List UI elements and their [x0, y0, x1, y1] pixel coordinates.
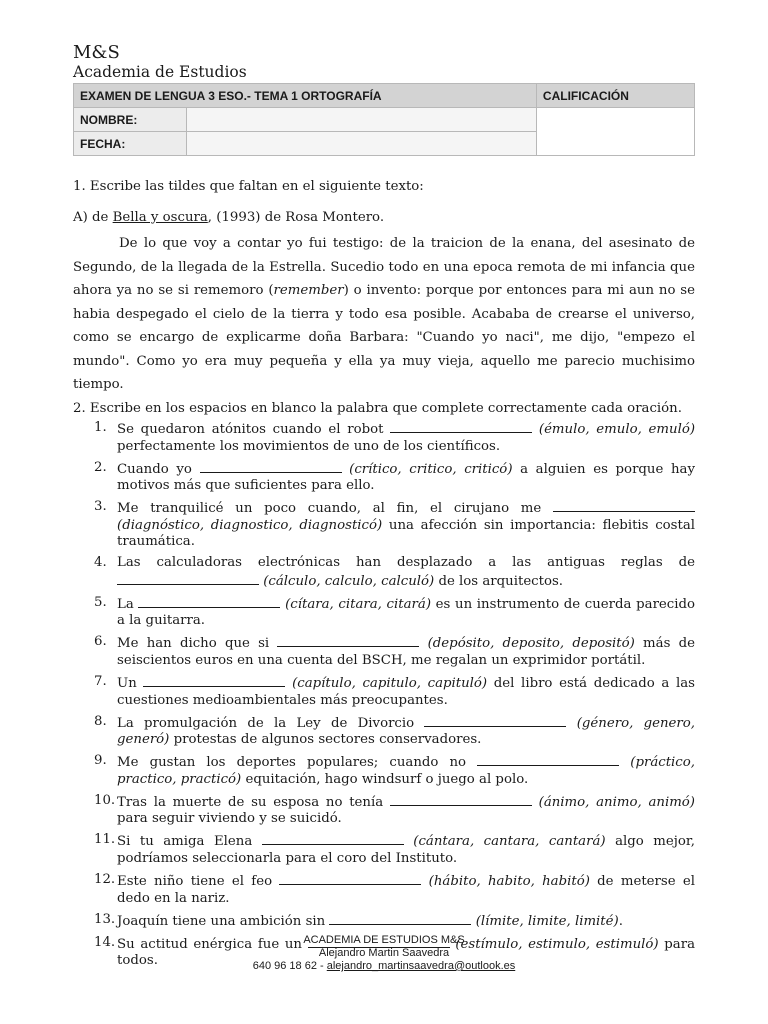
answer-blank[interactable]	[277, 634, 419, 647]
exercise-item	[73, 872, 695, 907]
item-text-before: Un	[117, 676, 144, 692]
date-field[interactable]	[187, 132, 537, 156]
exercise-item	[73, 420, 695, 455]
answer-blank[interactable]	[477, 753, 619, 766]
exercise-item	[73, 555, 695, 590]
footer-email-link[interactable]: alejandro_martinsaavedra@outlook.es	[326, 960, 516, 972]
item-number: 14.	[94, 934, 116, 950]
answer-blank[interactable]	[117, 572, 259, 585]
item-text-after: es un instrumento de cuerda parecido a la guitarra.	[117, 596, 696, 629]
brand-subtitle: Academia de Estudios	[73, 63, 247, 81]
item-text-after: protestas de algunos sectores conservadores.	[169, 732, 482, 748]
item-text-after: del libro está dedicado a las cuestiones medioambientales más preocupantes.	[117, 676, 695, 708]
source-prefix: A) de	[73, 210, 113, 225]
exercise-item	[73, 753, 695, 788]
grade-label: CALIFICACIÓN	[536, 84, 694, 108]
item-options: (émulo, emulo, emuló)	[538, 422, 696, 437]
item-text-before: La	[117, 596, 139, 612]
item-text-before: Este niño tiene el feo	[117, 874, 280, 890]
brand-name: M&S	[73, 42, 120, 63]
answer-blank[interactable]	[279, 872, 421, 885]
item-options: (cálculo, calculo, calculó)	[263, 573, 435, 589]
item-text-before: Me tranquilicé un poco cuando, al fin, el cirujano me	[117, 501, 553, 517]
item-number: 9.	[94, 753, 107, 769]
item-text-after: .	[618, 913, 623, 929]
answer-blank[interactable]	[390, 420, 532, 433]
answer-blank[interactable]	[329, 912, 471, 925]
item-number: 8.	[94, 713, 107, 729]
item-text-after: algo mejor, podríamos seleccionarla para el coro del Instituto.	[117, 834, 695, 866]
item-text-before: La promulgación de la Ley de Divorcio	[117, 715, 425, 731]
text-italic-word: remember	[273, 283, 344, 298]
footer	[73, 934, 695, 973]
source-suffix: , (1993) de Rosa Montero.	[207, 210, 385, 225]
exercise-item	[73, 634, 695, 669]
item-options: (hábito, habito, habitó)	[428, 874, 590, 890]
footer-phone: 640 96 18 62 -	[252, 960, 327, 972]
book-title: Bella y oscura	[112, 210, 208, 225]
item-text-before: Las calculadoras electrónicas han desplazado a las antiguas reglas de	[117, 555, 695, 571]
item-text-after: para todos.	[117, 936, 696, 969]
exercise-item	[73, 714, 695, 749]
item-number: 6.	[94, 634, 107, 650]
item-text-after: de meterse el dedo en la nariz.	[117, 874, 695, 906]
answer-blank[interactable]	[424, 714, 566, 727]
exercise-item	[73, 674, 695, 709]
question-2-title: 2. Escribe en los espacios en blanco la palabra que complete correctamente cada oración.	[73, 401, 682, 416]
item-options: (crítico, critico, criticó)	[349, 461, 513, 477]
item-text-before: Si tu amiga Elena	[117, 834, 262, 850]
name-label: NOMBRE:	[74, 108, 187, 132]
exam-header-table	[73, 83, 695, 156]
item-options: (género, genero, generó)	[117, 715, 695, 748]
text-part-a: De lo que voy a contar yo fui testigo: de la traicion de la enana, del asesinato de Segundo, de la llegada de la Estrella. Sucedio todo en una epoca remota de mi infancia que ahora ya no se si rememoro (	[73, 236, 695, 298]
item-number: 1.	[94, 420, 107, 435]
item-text-after: más de seiscientos euros en una cuenta del BSCH, me regalan un exprimidor portátil.	[117, 636, 695, 668]
footer-contact	[73, 960, 695, 973]
footer-academy: ACADEMIA DE ESTUDIOS M&S	[303, 934, 465, 946]
answer-blank[interactable]	[143, 674, 285, 687]
item-number: 4.	[94, 555, 107, 571]
exercise-item	[73, 460, 695, 495]
text-part-b: ) o invento: porque por entonces para mi aun no se habia despegado el cielo de la tierra y todo esa posible. Acababa de crearse el universo, como se encargo de explicarme doña Barbara: "Cuando yo naci", me dijo, "empezo el mundo". Como yo era muy pequeña y ella ya muy vieja, aquello me parecio muchisimo tiempo.	[73, 283, 695, 392]
exam-title: EXAMEN DE LENGUA 3 ESO.- TEMA 1 ORTOGRAFÍA	[74, 84, 537, 108]
item-number: 7.	[94, 674, 107, 690]
item-options: (cítara, citara, citará)	[285, 596, 432, 612]
item-text-after: equitación, hago windsurf o juego al polo.	[241, 771, 529, 787]
grade-field[interactable]	[536, 108, 694, 156]
exercise-item	[73, 595, 695, 630]
item-number: 12.	[94, 872, 116, 888]
item-number: 5.	[94, 594, 107, 610]
answer-blank[interactable]	[553, 499, 695, 512]
name-field[interactable]	[187, 108, 537, 132]
exercise-item	[73, 912, 695, 931]
item-text-before: Me han dicho que si	[117, 636, 278, 652]
item-number: 11.	[94, 832, 116, 848]
item-text-before: Tras la muerte de su esposa no tenía	[117, 794, 390, 810]
item-text-before: Se quedaron atónitos cuando el robot	[117, 422, 391, 437]
answer-blank[interactable]	[200, 460, 342, 473]
answer-blank[interactable]	[262, 832, 404, 845]
answer-blank[interactable]	[138, 595, 280, 608]
item-text-after: una afección sin importancia: flebitis costal traumática.	[117, 517, 696, 550]
item-number: 10.	[94, 792, 116, 808]
item-text-before: Joaquín tiene una ambición sin	[117, 913, 330, 929]
item-options: (depósito, deposito, depositó)	[427, 636, 635, 652]
date-label: FECHA:	[74, 132, 187, 156]
item-options: (estímulo, estimulo, estimuló)	[455, 936, 659, 952]
question-1-title: 1. Escribe las tildes que faltan en el siguiente texto:	[73, 179, 424, 194]
item-number: 13.	[94, 911, 116, 927]
item-options: (límite, limite, limité)	[475, 913, 619, 929]
item-options: (capítulo, capitulo, capituló)	[292, 676, 488, 692]
item-options: (cántara, cantara, cantará)	[413, 834, 606, 850]
item-text-before: Me gustan los deportes populares; cuando no	[117, 755, 478, 771]
item-options: (ánimo, animo, animó)	[538, 794, 695, 810]
exercise-item	[73, 793, 695, 828]
answer-blank[interactable]	[390, 793, 532, 806]
item-text-after: de los arquitectos.	[434, 573, 564, 589]
footer-author: Alejandro Martin Saavedra	[318, 947, 450, 959]
item-options: (práctico, practico, practicó)	[117, 755, 695, 787]
question-1-source	[73, 209, 384, 227]
item-text-after: para seguir viviendo y se suicidó.	[117, 811, 342, 827]
item-number: 2.	[94, 459, 107, 475]
item-text-before: Cuando yo	[117, 461, 200, 477]
exercise-item	[73, 499, 695, 551]
item-text-before: Su actitud enérgica fue un	[117, 936, 308, 952]
exercise-item	[73, 832, 695, 867]
question-1-text	[73, 232, 695, 397]
item-text-after: a alguien es porque hay motivos más que suficientes para ello.	[117, 461, 695, 494]
item-text-after: perfectamente los movimientos de uno de los científicos.	[117, 438, 501, 454]
item-number: 3.	[94, 499, 107, 515]
item-options: (diagnóstico, diagnostico, diagnosticó)	[117, 517, 383, 533]
question-2-list	[73, 420, 695, 974]
